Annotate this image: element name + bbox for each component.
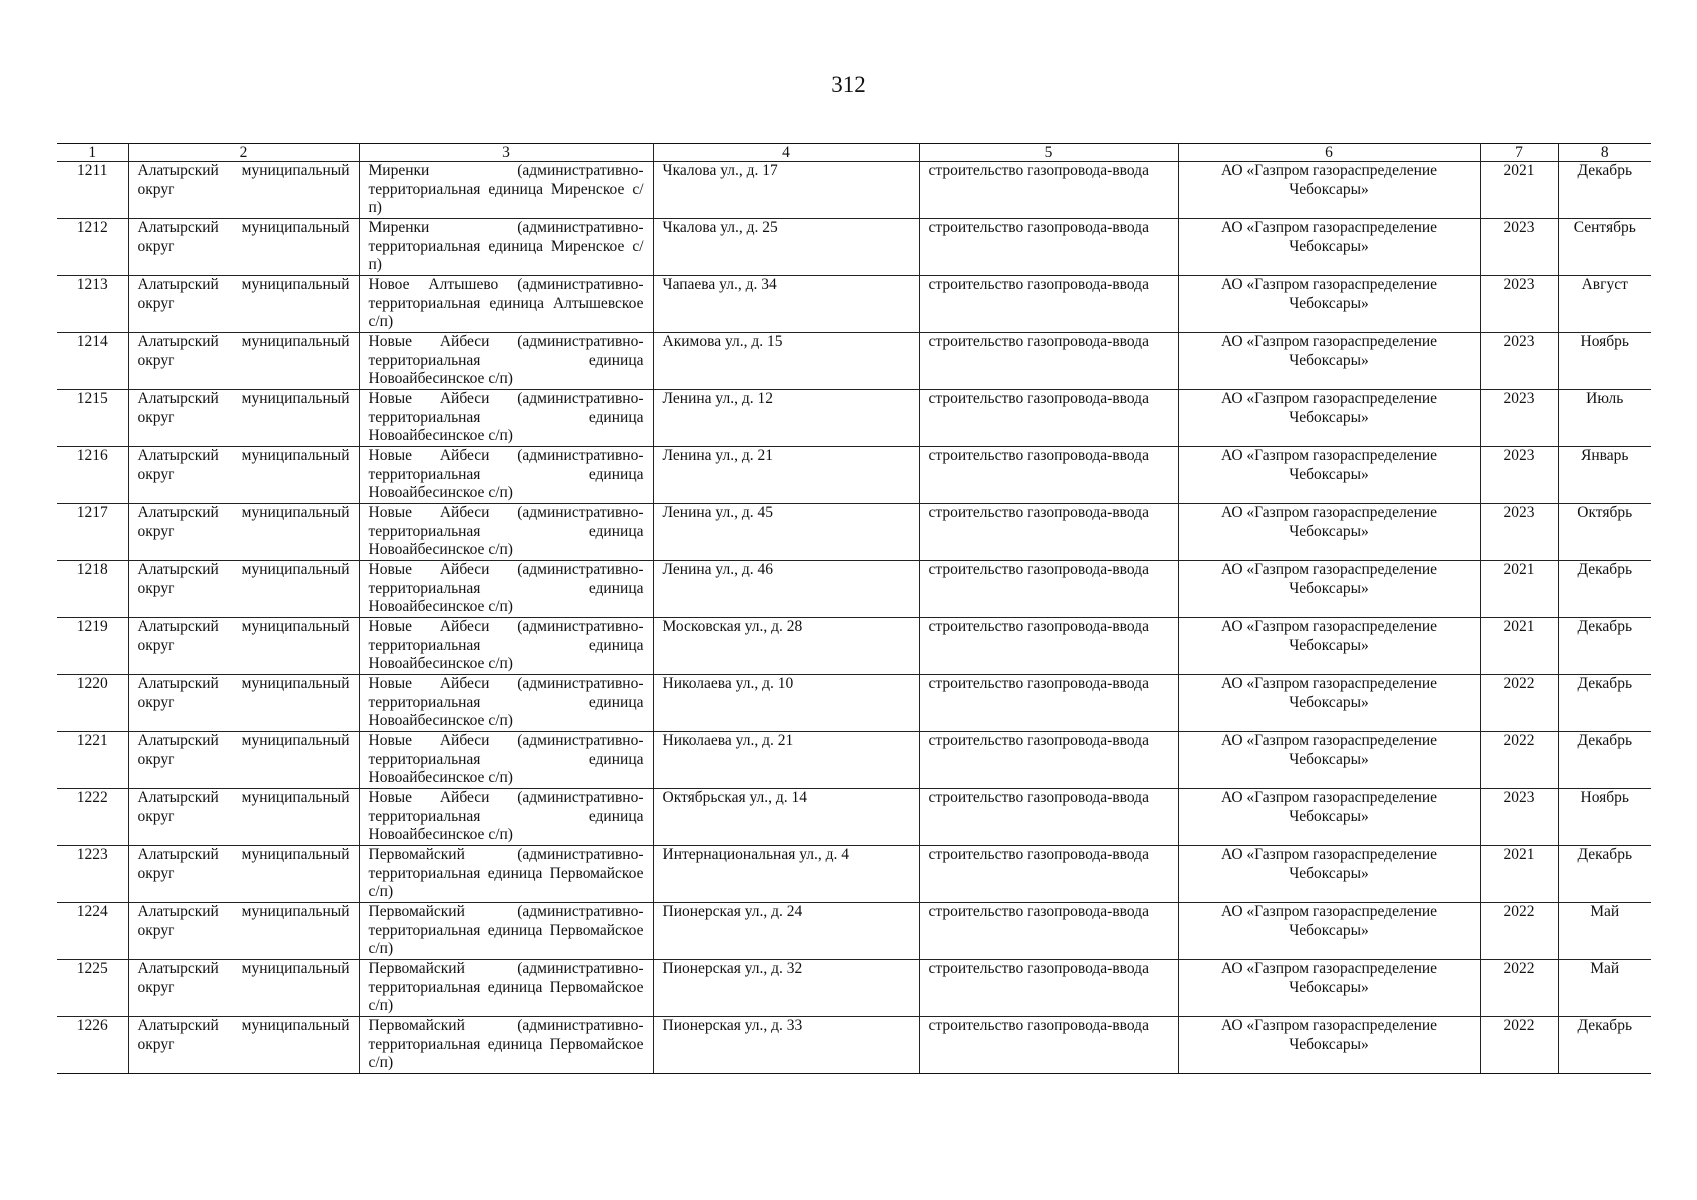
- locality-cell: Новые Айбеси (административно-территориальная единица Новоайбесинское с/п): [359, 675, 653, 732]
- table-row: [57, 789, 1651, 846]
- table-row: [57, 675, 1651, 732]
- year-cell: 2022: [1480, 903, 1558, 960]
- row-number: 1212: [57, 219, 128, 276]
- row-number: 1220: [57, 675, 128, 732]
- table-header-row: [57, 144, 1651, 162]
- table-row: [57, 732, 1651, 789]
- table-row: [57, 276, 1651, 333]
- locality-cell: Новые Айбеси (административно-территориальная единица Новоайбесинское с/п): [359, 447, 653, 504]
- district-cell: Алатырский муниципальный округ: [128, 504, 359, 561]
- column-header: 7: [1480, 144, 1558, 162]
- row-number: 1221: [57, 732, 128, 789]
- table-row: [57, 903, 1651, 960]
- district-cell: Алатырский муниципальный округ: [128, 219, 359, 276]
- district-cell: Алатырский муниципальный округ: [128, 903, 359, 960]
- month-cell: Декабрь: [1558, 675, 1651, 732]
- address-cell: Московская ул., д. 28: [653, 618, 919, 675]
- column-header: 2: [128, 144, 359, 162]
- organization-cell: АО «Газпром газораспределение Чебоксары»: [1178, 789, 1480, 846]
- row-number: 1218: [57, 561, 128, 618]
- month-cell: Декабрь: [1558, 846, 1651, 903]
- district-cell: Алатырский муниципальный округ: [128, 675, 359, 732]
- month-cell: Декабрь: [1558, 162, 1651, 219]
- table-row: [57, 1017, 1651, 1074]
- address-cell: Ленина ул., д. 46: [653, 561, 919, 618]
- locality-cell: Новые Айбеси (административно-территориальная единица Новоайбесинское с/п): [359, 504, 653, 561]
- organization-cell: АО «Газпром газораспределение Чебоксары»: [1178, 504, 1480, 561]
- district-cell: Алатырский муниципальный округ: [128, 561, 359, 618]
- year-cell: 2021: [1480, 846, 1558, 903]
- address-cell: Ленина ул., д. 45: [653, 504, 919, 561]
- locality-cell: Новое Алтышево (административно-территориальная единица Алтышевское с/п): [359, 276, 653, 333]
- year-cell: 2023: [1480, 276, 1558, 333]
- gas-connection-table: [57, 143, 1651, 1074]
- column-header: 6: [1178, 144, 1480, 162]
- address-cell: Пионерская ул., д. 24: [653, 903, 919, 960]
- address-cell: Акимова ул., д. 15: [653, 333, 919, 390]
- year-cell: 2023: [1480, 504, 1558, 561]
- address-cell: Пионерская ул., д. 33: [653, 1017, 919, 1074]
- row-number: 1225: [57, 960, 128, 1017]
- year-cell: 2023: [1480, 219, 1558, 276]
- locality-cell: Новые Айбеси (административно-территориальная единица Новоайбесинское с/п): [359, 561, 653, 618]
- work-type-cell: строительство газопровода-ввода: [919, 447, 1178, 504]
- year-cell: 2021: [1480, 162, 1558, 219]
- locality-cell: Первомайский (административно-территориальная единица Первомайское с/п): [359, 960, 653, 1017]
- address-cell: Чкалова ул., д. 17: [653, 162, 919, 219]
- month-cell: Май: [1558, 903, 1651, 960]
- row-number: 1216: [57, 447, 128, 504]
- table-row: [57, 846, 1651, 903]
- row-number: 1213: [57, 276, 128, 333]
- month-cell: Август: [1558, 276, 1651, 333]
- table-body: [57, 162, 1651, 1074]
- column-header: 4: [653, 144, 919, 162]
- column-header: 8: [1558, 144, 1651, 162]
- month-cell: Декабрь: [1558, 732, 1651, 789]
- organization-cell: АО «Газпром газораспределение Чебоксары»: [1178, 960, 1480, 1017]
- organization-cell: АО «Газпром газораспределение Чебоксары»: [1178, 390, 1480, 447]
- month-cell: Декабрь: [1558, 561, 1651, 618]
- address-cell: Николаева ул., д. 10: [653, 675, 919, 732]
- column-header: 3: [359, 144, 653, 162]
- organization-cell: АО «Газпром газораспределение Чебоксары»: [1178, 333, 1480, 390]
- table-row: [57, 162, 1651, 219]
- organization-cell: АО «Газпром газораспределение Чебоксары»: [1178, 276, 1480, 333]
- organization-cell: АО «Газпром газораспределение Чебоксары»: [1178, 447, 1480, 504]
- district-cell: Алатырский муниципальный округ: [128, 447, 359, 504]
- locality-cell: Новые Айбеси (административно-территориальная единица Новоайбесинское с/п): [359, 732, 653, 789]
- address-cell: Октябрьская ул., д. 14: [653, 789, 919, 846]
- year-cell: 2022: [1480, 675, 1558, 732]
- work-type-cell: строительство газопровода-ввода: [919, 732, 1178, 789]
- year-cell: 2022: [1480, 1017, 1558, 1074]
- column-header: 1: [57, 144, 128, 162]
- work-type-cell: строительство газопровода-ввода: [919, 789, 1178, 846]
- district-cell: Алатырский муниципальный округ: [128, 1017, 359, 1074]
- organization-cell: АО «Газпром газораспределение Чебоксары»: [1178, 903, 1480, 960]
- district-cell: Алатырский муниципальный округ: [128, 390, 359, 447]
- work-type-cell: строительство газопровода-ввода: [919, 618, 1178, 675]
- table-row: [57, 960, 1651, 1017]
- month-cell: Ноябрь: [1558, 789, 1651, 846]
- address-cell: Николаева ул., д. 21: [653, 732, 919, 789]
- work-type-cell: строительство газопровода-ввода: [919, 333, 1178, 390]
- work-type-cell: строительство газопровода-ввода: [919, 903, 1178, 960]
- district-cell: Алатырский муниципальный округ: [128, 732, 359, 789]
- district-cell: Алатырский муниципальный округ: [128, 162, 359, 219]
- row-number: 1224: [57, 903, 128, 960]
- month-cell: Январь: [1558, 447, 1651, 504]
- year-cell: 2023: [1480, 789, 1558, 846]
- locality-cell: Миренки (административно-территориальная единица Миренское с/п): [359, 219, 653, 276]
- table-row: [57, 561, 1651, 618]
- district-cell: Алатырский муниципальный округ: [128, 789, 359, 846]
- locality-cell: Первомайский (административно-территориальная единица Первомайское с/п): [359, 1017, 653, 1074]
- month-cell: Май: [1558, 960, 1651, 1017]
- table-row: [57, 333, 1651, 390]
- row-number: 1211: [57, 162, 128, 219]
- work-type-cell: строительство газопровода-ввода: [919, 276, 1178, 333]
- locality-cell: Первомайский (административно-территориальная единица Первомайское с/п): [359, 846, 653, 903]
- year-cell: 2021: [1480, 618, 1558, 675]
- locality-cell: Новые Айбеси (административно-территориальная единица Новоайбесинское с/п): [359, 618, 653, 675]
- district-cell: Алатырский муниципальный округ: [128, 960, 359, 1017]
- year-cell: 2023: [1480, 390, 1558, 447]
- month-cell: Сентябрь: [1558, 219, 1651, 276]
- month-cell: Декабрь: [1558, 618, 1651, 675]
- district-cell: Алатырский муниципальный округ: [128, 618, 359, 675]
- month-cell: Ноябрь: [1558, 333, 1651, 390]
- organization-cell: АО «Газпром газораспределение Чебоксары»: [1178, 162, 1480, 219]
- organization-cell: АО «Газпром газораспределение Чебоксары»: [1178, 561, 1480, 618]
- address-cell: Чкалова ул., д. 25: [653, 219, 919, 276]
- year-cell: 2022: [1480, 960, 1558, 1017]
- work-type-cell: строительство газопровода-ввода: [919, 219, 1178, 276]
- month-cell: Июль: [1558, 390, 1651, 447]
- work-type-cell: строительство газопровода-ввода: [919, 390, 1178, 447]
- locality-cell: Новые Айбеси (административно-территориальная единица Новоайбесинское с/п): [359, 333, 653, 390]
- address-cell: Ленина ул., д. 21: [653, 447, 919, 504]
- table-row: [57, 447, 1651, 504]
- year-cell: 2022: [1480, 732, 1558, 789]
- district-cell: Алатырский муниципальный округ: [128, 333, 359, 390]
- row-number: 1214: [57, 333, 128, 390]
- row-number: 1219: [57, 618, 128, 675]
- column-header: 5: [919, 144, 1178, 162]
- work-type-cell: строительство газопровода-ввода: [919, 960, 1178, 1017]
- address-cell: Интернациональная ул., д. 4: [653, 846, 919, 903]
- row-number: 1217: [57, 504, 128, 561]
- year-cell: 2023: [1480, 447, 1558, 504]
- work-type-cell: строительство газопровода-ввода: [919, 162, 1178, 219]
- table-row: [57, 219, 1651, 276]
- month-cell: Октябрь: [1558, 504, 1651, 561]
- row-number: 1222: [57, 789, 128, 846]
- organization-cell: АО «Газпром газораспределение Чебоксары»: [1178, 618, 1480, 675]
- district-cell: Алатырский муниципальный округ: [128, 846, 359, 903]
- work-type-cell: строительство газопровода-ввода: [919, 561, 1178, 618]
- work-type-cell: строительство газопровода-ввода: [919, 1017, 1178, 1074]
- organization-cell: АО «Газпром газораспределение Чебоксары»: [1178, 1017, 1480, 1074]
- district-cell: Алатырский муниципальный округ: [128, 276, 359, 333]
- work-type-cell: строительство газопровода-ввода: [919, 846, 1178, 903]
- work-type-cell: строительство газопровода-ввода: [919, 504, 1178, 561]
- table-row: [57, 618, 1651, 675]
- page-number: 312: [831, 72, 866, 97]
- organization-cell: АО «Газпром газораспределение Чебоксары»: [1178, 219, 1480, 276]
- address-cell: Пионерская ул., д. 32: [653, 960, 919, 1017]
- organization-cell: АО «Газпром газораспределение Чебоксары»: [1178, 732, 1480, 789]
- row-number: 1215: [57, 390, 128, 447]
- locality-cell: Миренки (административно-территориальная единица Миренское с/п): [359, 162, 653, 219]
- locality-cell: Новые Айбеси (административно-территориальная единица Новоайбесинское с/п): [359, 789, 653, 846]
- locality-cell: Первомайский (административно-территориальная единица Первомайское с/п): [359, 903, 653, 960]
- locality-cell: Новые Айбеси (административно-территориальная единица Новоайбесинское с/п): [359, 390, 653, 447]
- organization-cell: АО «Газпром газораспределение Чебоксары»: [1178, 846, 1480, 903]
- year-cell: 2021: [1480, 561, 1558, 618]
- table-row: [57, 390, 1651, 447]
- table-row: [57, 504, 1651, 561]
- month-cell: Декабрь: [1558, 1017, 1651, 1074]
- organization-cell: АО «Газпром газораспределение Чебоксары»: [1178, 675, 1480, 732]
- row-number: 1223: [57, 846, 128, 903]
- year-cell: 2023: [1480, 333, 1558, 390]
- row-number: 1226: [57, 1017, 128, 1074]
- work-type-cell: строительство газопровода-ввода: [919, 675, 1178, 732]
- address-cell: Чапаева ул., д. 34: [653, 276, 919, 333]
- address-cell: Ленина ул., д. 12: [653, 390, 919, 447]
